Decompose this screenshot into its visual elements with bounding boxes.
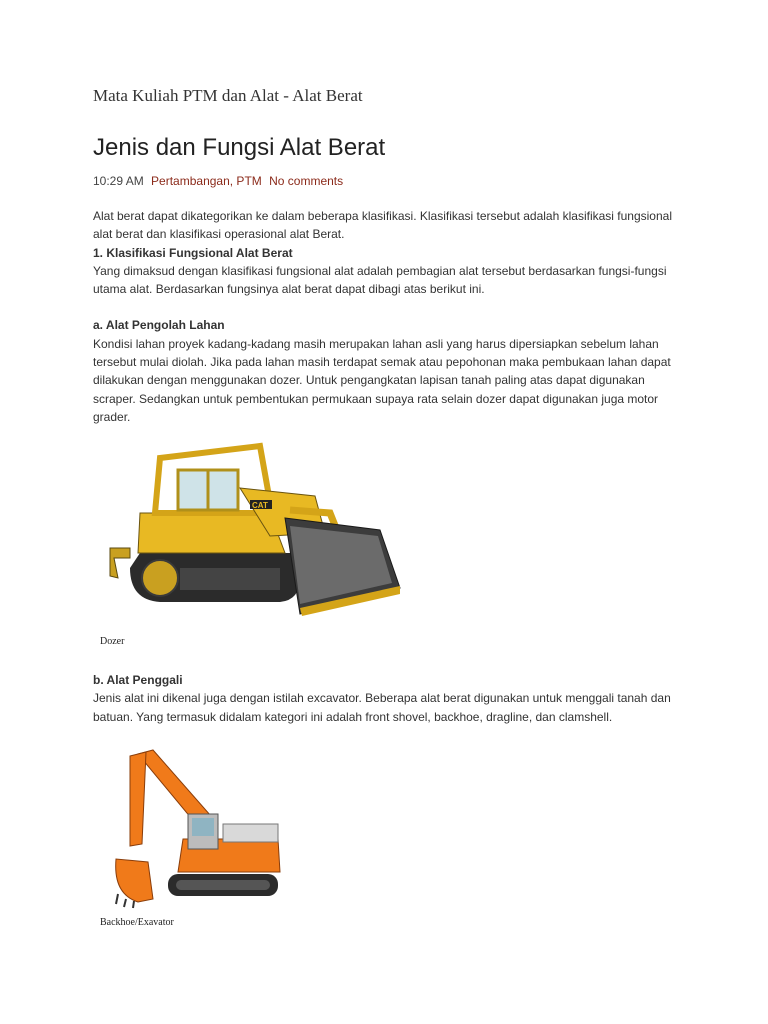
post-comments-link[interactable]: No comments — [269, 174, 344, 188]
post-labels-link[interactable]: Pertambangan, PTM — [151, 174, 262, 188]
dozer-image — [100, 418, 410, 630]
section-1-paragraph: Yang dimaksud dengan klasifikasi fungsional alat adalah pembagian alat tersebut berdasarkan fungsi-fungsi utama alat. Berdasarkan fungsinya alat berat dapat dibagi atas berikut ini. — [93, 263, 667, 297]
section-1-heading: 1. Klasifikasi Fungsional Alat Berat — [93, 245, 293, 260]
cat-logo: CAT — [252, 501, 268, 510]
section-a-paragraph: Kondisi lahan proyek kadang-kadang masih merupakan lahan asli yang harus dipersiapkan sebelum lahan tersebut mulai diolah. Jika pada lahan masih terdapat semak atau pepohonan maka pembukaan lahan dapat dilakukan dengan menggunakan dozer. Untuk pengangkatan lapisan tanah paling atas dapat digunakan scraper. Sedangkan untuk pembentukan permukaan supaya rata selain dozer dapat digunakan juga motor grader. — [93, 336, 671, 424]
post-body — [93, 207, 683, 426]
section-a-heading: a. Alat Pengolah Lahan — [93, 318, 225, 333]
dozer-caption: Dozer — [100, 636, 125, 647]
section-b — [93, 671, 683, 726]
excavator-image — [108, 744, 288, 909]
post-meta — [93, 174, 343, 188]
intro-paragraph: Alat berat dapat dikategorikan ke dalam beberapa klasifikasi. Klasifikasi tersebut adalah klasifikasi fungsional alat berat dan klasifikasi operasional alat Berat. — [93, 209, 672, 242]
blog-title[interactable]: Mata Kuliah PTM dan Alat - Alat Berat — [93, 86, 363, 105]
section-b-heading: b. Alat Penggali — [93, 673, 183, 687]
post-title[interactable]: Jenis dan Fungsi Alat Berat — [93, 134, 386, 161]
excavator-caption: Backhoe/Exavator — [100, 917, 174, 928]
section-b-paragraph: Jenis alat ini dikenal juga dengan istilah excavator. Beberapa alat berat digunakan untuk menggali tanah dan batuan. Yang termasuk didalam kategori ini adalah front shovel, backhoe, dragline, dan clamshell. — [93, 691, 671, 724]
post-time[interactable]: 10:29 AM — [93, 174, 144, 188]
